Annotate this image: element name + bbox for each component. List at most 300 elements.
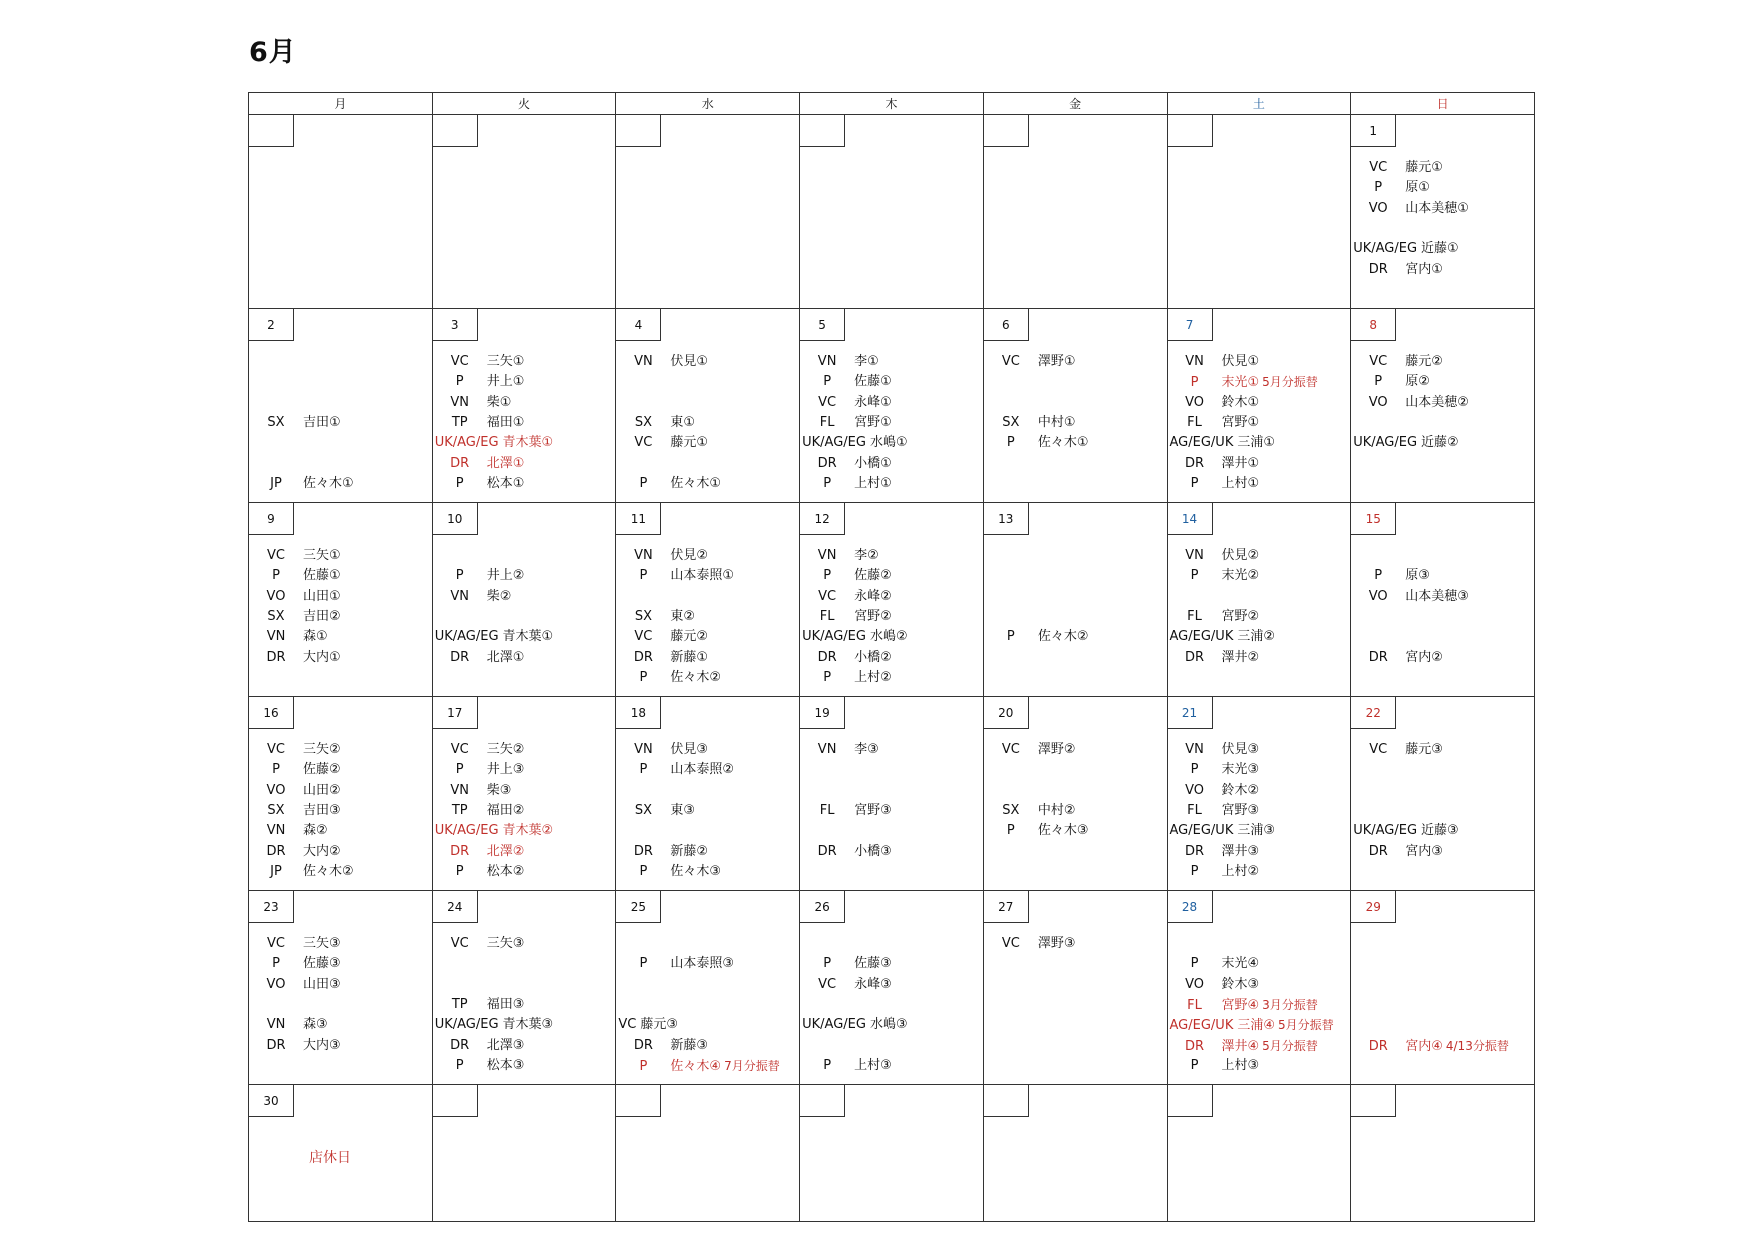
calendar-day-cell[interactable]: [1351, 115, 1535, 309]
instrument-code: VC: [634, 629, 653, 645]
lesson-entry: [1168, 760, 1260, 780]
lesson-entry: [433, 393, 512, 413]
lesson-entry: [249, 842, 341, 862]
instrument-code: FL: [1187, 802, 1202, 818]
instrument-code: UK/AG/EG: [802, 435, 866, 451]
calendar-day-cell[interactable]: [1167, 503, 1351, 697]
instrument-code: FL: [819, 802, 835, 818]
student-name: 小橋③: [854, 843, 892, 859]
calendar-day-cell[interactable]: [616, 309, 800, 503]
instrument-code: UK/AG/EG: [434, 823, 499, 839]
lesson-entry: [1351, 393, 1469, 413]
closed-day-label: 店休日: [309, 1150, 351, 1166]
student-name: 佐々木②: [1037, 629, 1089, 645]
lesson-entry: [1351, 372, 1430, 392]
student-name: 澤井①: [1221, 455, 1260, 471]
lesson-entry: [249, 413, 341, 433]
lesson-entry: [433, 740, 525, 760]
calendar-day-cell[interactable]: [432, 891, 616, 1085]
student-name: 伏見②: [1221, 548, 1260, 563]
student-name: 澤野②: [1037, 742, 1076, 757]
lesson-entry: [1351, 239, 1458, 259]
instrument-code: SX: [634, 414, 652, 430]
day-number: 30: [249, 1085, 294, 1117]
lesson-entry: [249, 566, 341, 586]
calendar-day-cell[interactable]: [432, 503, 616, 697]
lesson-entry: [433, 433, 553, 453]
lesson-entry: [800, 842, 892, 862]
calendar-day-cell[interactable]: [616, 1085, 800, 1222]
calendar-day-cell[interactable]: [249, 891, 433, 1085]
student-name: 大内①: [303, 649, 341, 665]
lesson-entry: [984, 801, 1076, 821]
instrument-code: VO: [1185, 976, 1204, 992]
student-name: 鈴木③: [1221, 976, 1260, 992]
student-name: 山本泰照②: [670, 762, 735, 778]
instrument-code: DR: [633, 1037, 653, 1053]
calendar-day-cell[interactable]: [1167, 115, 1351, 309]
lesson-entry: [616, 668, 721, 688]
calendar-day-cell[interactable]: [249, 503, 433, 697]
instrument-code: DR: [450, 843, 470, 859]
calendar-day-cell[interactable]: [249, 697, 433, 891]
instrument-code: P: [639, 568, 648, 584]
lesson-entry: [800, 413, 892, 433]
lesson-entry: [984, 433, 1089, 453]
instrument-code: VN: [450, 782, 470, 798]
day-number: 7: [1168, 309, 1213, 341]
instrument-code: TP: [451, 802, 468, 818]
calendar-day-cell[interactable]: [249, 1085, 433, 1222]
calendar-day-cell[interactable]: [800, 697, 984, 891]
instrument-code: UK/AG/EG: [802, 1017, 866, 1033]
instrument-code: VN: [450, 394, 470, 410]
lesson-entry: [249, 587, 341, 607]
student-name: 吉田②: [303, 608, 341, 624]
instrument-code: VC: [1001, 742, 1020, 757]
calendar-day-cell[interactable]: [432, 115, 616, 309]
lesson-entry: [433, 801, 525, 821]
instrument-code: P: [1374, 374, 1383, 390]
instrument-code: SX: [267, 414, 285, 430]
instrument-code: DR: [1184, 843, 1205, 859]
day-number: 3: [433, 309, 478, 341]
lesson-entry: [800, 587, 892, 607]
calendar-day-cell[interactable]: [800, 891, 984, 1085]
calendar-day-cell[interactable]: [800, 1085, 984, 1222]
instrument-code: P: [1006, 823, 1015, 839]
instrument-code: P: [639, 669, 648, 685]
instrument-code: FL: [819, 608, 835, 624]
student-name: 森①: [303, 629, 328, 645]
instrument-code: SX: [1002, 414, 1020, 430]
lesson-entry: [249, 934, 341, 954]
lesson-entry: [433, 842, 525, 862]
day-number: 15: [1351, 503, 1396, 535]
student-name: 伏見③: [670, 742, 709, 757]
instrument-code: P: [1190, 863, 1199, 879]
instrument-code: DR: [817, 455, 837, 471]
student-name: 水嶋③: [869, 1017, 908, 1033]
student-name: 佐々木③: [670, 863, 722, 879]
day-number: 27: [984, 891, 1029, 923]
instrument-code: VO: [266, 782, 286, 798]
day-number: 13: [984, 503, 1029, 535]
student-name: 宮内③: [1405, 843, 1443, 859]
instrument-code: UK/AG/EG: [1353, 435, 1418, 451]
lesson-entry: [1351, 352, 1443, 372]
lesson-entry: [1168, 454, 1260, 474]
instrument-code: VN: [450, 588, 470, 604]
calendar-day-cell[interactable]: [1167, 309, 1351, 503]
lesson-entry: [249, 607, 341, 627]
calendar-day-cell[interactable]: [1167, 697, 1351, 891]
calendar-day-cell[interactable]: [983, 309, 1167, 503]
instrument-code: P: [1374, 180, 1383, 196]
lesson-entry: [249, 760, 341, 780]
lesson-entry: [433, 760, 525, 780]
student-name: 山本泰照③: [670, 956, 735, 972]
day-number: [984, 115, 1029, 147]
lesson-entry: [1351, 566, 1430, 586]
instrument-code: VC: [1001, 936, 1020, 951]
lesson-entry: [616, 433, 708, 453]
lesson-entry: [1168, 413, 1260, 433]
calendar-day-cell[interactable]: [983, 1085, 1167, 1222]
calendar-day-cell[interactable]: [1351, 891, 1535, 1085]
calendar-day-cell[interactable]: [983, 115, 1167, 309]
student-name: 山本美穂③: [1405, 588, 1469, 604]
lesson-entry: [249, 1015, 328, 1035]
instrument-code: P: [1374, 568, 1383, 584]
instrument-code: P: [1006, 435, 1015, 451]
lesson-entry: [433, 627, 553, 647]
instrument-code: VO: [1368, 200, 1388, 216]
instrument-code: P: [455, 475, 464, 491]
instrument-code: FL: [1187, 414, 1202, 430]
lesson-entry: [1168, 842, 1260, 862]
instrument-code: P: [272, 762, 280, 778]
day-number: [433, 1085, 478, 1117]
lesson-entry: [800, 668, 892, 688]
student-name: 三矢①: [303, 548, 341, 563]
lesson-entry: [433, 648, 525, 668]
calendar-day-cell[interactable]: [616, 115, 800, 309]
instrument-code: SX: [634, 802, 652, 818]
instrument-code: UK/AG/EG: [1353, 241, 1418, 257]
calendar-day-cell[interactable]: [1167, 1085, 1351, 1222]
calendar-day-cell[interactable]: [249, 115, 433, 309]
student-name: 李①: [854, 354, 879, 369]
student-name: 森②: [303, 823, 328, 839]
instrument-code: P: [1190, 475, 1199, 491]
student-name: 東①: [670, 414, 696, 430]
student-name: 伏見③: [1221, 742, 1260, 757]
lesson-entry: [433, 566, 525, 586]
instrument-code: AG/EG/UK: [1169, 629, 1234, 645]
student-name: 北澤①: [486, 649, 525, 665]
lesson-entry: [1351, 821, 1458, 841]
student-name: 佐々木①: [1037, 435, 1089, 451]
instrument-code: UK/AG/EG: [434, 1017, 499, 1033]
lesson-entry: [984, 740, 1076, 760]
student-name: 三浦④: [1237, 1018, 1275, 1034]
day-number: 22: [1351, 697, 1396, 729]
lesson-entry: [616, 954, 734, 974]
student-name: 宮野②: [1221, 608, 1260, 624]
instrument-code: P: [1190, 375, 1199, 391]
student-name: 水嶋②: [869, 629, 908, 645]
instrument-code: P: [823, 669, 832, 685]
student-name: 三矢③: [486, 936, 525, 951]
student-name: 末光②: [1221, 568, 1260, 584]
day-number: [616, 115, 661, 147]
instrument-code: VC: [818, 588, 837, 604]
lesson-entry: [249, 862, 354, 882]
student-name: 森③: [303, 1017, 328, 1033]
instrument-code: VC: [450, 936, 469, 951]
student-name: 佐藤③: [303, 956, 341, 972]
calendar-day-cell[interactable]: [249, 309, 433, 503]
instrument-code: P: [272, 568, 280, 584]
calendar-day-cell[interactable]: [1351, 503, 1535, 697]
instrument-code: DR: [450, 649, 470, 665]
calendar-day-cell[interactable]: [983, 697, 1167, 891]
instrument-code: VC: [818, 394, 837, 410]
lesson-entry: [249, 474, 354, 494]
instrument-code: DR: [1368, 649, 1388, 665]
lesson-entry: [1168, 995, 1318, 1015]
day-number: 2: [249, 309, 294, 341]
instrument-code: P: [1190, 956, 1199, 972]
student-name: 宮内②: [1405, 649, 1443, 665]
student-name: 宮野②: [854, 608, 892, 624]
calendar-day-cell[interactable]: [983, 503, 1167, 697]
lesson-entry: [249, 801, 341, 821]
student-name: 鈴木②: [1221, 782, 1260, 798]
instrument-code: AG/EG/UK: [1169, 1018, 1234, 1034]
instrument-code: P: [823, 475, 832, 491]
lesson-entry: [249, 975, 341, 995]
student-name: 柴②: [486, 588, 512, 604]
lesson-entry: [1168, 801, 1260, 821]
instrument-code: VN: [634, 548, 653, 563]
student-name: 宮野①: [854, 414, 892, 430]
student-name: 井上①: [486, 374, 525, 390]
student-name: 末光①: [1221, 375, 1260, 391]
calendar-day-cell[interactable]: [432, 309, 616, 503]
lesson-entry: [616, 862, 721, 882]
lesson-entry: [1168, 566, 1260, 586]
lesson-entry: [616, 474, 721, 494]
student-name: 澤野①: [1037, 354, 1076, 369]
instrument-code: VN: [266, 823, 286, 839]
student-name: 新藤③: [670, 1037, 709, 1053]
lesson-entry: [1168, 372, 1318, 392]
student-name: 柴①: [486, 394, 512, 410]
lesson-entry: [433, 1056, 525, 1076]
instrument-code: AG/EG/UK: [1169, 435, 1234, 451]
lesson-entry: [800, 607, 892, 627]
instrument-code: DR: [817, 843, 837, 859]
lesson-entry: [1351, 178, 1430, 198]
lesson-entry: [1351, 433, 1458, 453]
lesson-entry: [433, 781, 512, 801]
student-name: 佐藤②: [854, 568, 892, 584]
student-name: 澤井②: [1221, 649, 1260, 665]
day-number: 14: [1168, 503, 1213, 535]
lesson-entry: [616, 648, 708, 668]
day-number: 10: [433, 503, 478, 535]
instrument-code: DR: [1184, 649, 1205, 665]
lesson-entry: [433, 372, 525, 392]
lesson-entry: [1351, 648, 1443, 668]
weekday-header-saturday: 土: [1167, 93, 1351, 115]
student-name: 青木葉①: [502, 629, 554, 645]
student-name: 宮野④: [1221, 997, 1260, 1013]
student-name: 井上③: [486, 762, 525, 778]
lesson-entry: [433, 587, 512, 607]
instrument-code: VO: [266, 976, 286, 992]
student-name: 上村①: [1221, 475, 1260, 491]
student-name: 佐藤③: [854, 956, 892, 972]
lesson-entry: [433, 995, 525, 1015]
calendar-week-row: [249, 309, 1535, 503]
student-name: 永峰③: [854, 976, 892, 992]
instrument-code: DR: [1368, 843, 1388, 859]
calendar-day-cell[interactable]: [800, 503, 984, 697]
calendar-day-cell[interactable]: [800, 115, 984, 309]
instrument-code: UK/AG/EG: [1353, 823, 1418, 839]
instrument-code: P: [1190, 762, 1199, 778]
student-name: 三矢②: [486, 742, 525, 757]
instrument-code: VO: [1368, 588, 1388, 604]
lesson-entry: [1168, 781, 1260, 801]
lesson-entry: [800, 801, 892, 821]
lesson-entry: [616, 740, 708, 760]
instrument-code: P: [639, 956, 648, 972]
student-name: 佐々木②: [303, 863, 354, 879]
calendar-day-cell[interactable]: [616, 503, 800, 697]
lesson-entry: [800, 454, 892, 474]
lesson-entry: [249, 821, 328, 841]
weekday-header: 水: [616, 93, 800, 115]
student-name: 上村③: [1221, 1057, 1260, 1073]
student-name: 伏見①: [1221, 354, 1260, 369]
instrument-code: VN: [1185, 354, 1204, 369]
lesson-entry: [1168, 546, 1260, 566]
student-name: 山本美穂②: [1405, 394, 1469, 410]
instrument-code: VN: [634, 354, 653, 369]
student-name: 北澤③: [486, 1037, 525, 1053]
instrument-code: P: [455, 374, 464, 390]
day-number: 1: [1351, 115, 1396, 147]
day-number: 12: [800, 503, 845, 535]
lesson-entry: [1168, 352, 1260, 372]
calendar-day-cell[interactable]: [432, 697, 616, 891]
lesson-entry: [616, 566, 734, 586]
lesson-entry: [800, 546, 879, 566]
student-name: 中村①: [1037, 414, 1076, 430]
instrument-code: P: [823, 956, 832, 972]
student-name: 三矢③: [303, 936, 341, 951]
instrument-code: DR: [1184, 455, 1205, 471]
calendar-week-row: [249, 503, 1535, 697]
day-number: [800, 1085, 845, 1117]
instrument-code: DR: [633, 843, 653, 859]
instrument-code: P: [823, 374, 832, 390]
calendar-day-cell[interactable]: [616, 697, 800, 891]
calendar-week-row: [249, 697, 1535, 891]
calendar-day-cell[interactable]: [983, 891, 1167, 1085]
calendar-day-cell[interactable]: [616, 891, 800, 1085]
lesson-entry: [1351, 740, 1443, 760]
calendar-week-row: [249, 115, 1535, 309]
instrument-code: JP: [270, 863, 282, 879]
calendar-day-cell[interactable]: [1167, 891, 1351, 1085]
student-name: 福田①: [486, 414, 525, 430]
lesson-entry: [800, 433, 907, 453]
student-name: 福田②: [486, 802, 525, 818]
student-name: 青木葉②: [502, 823, 554, 839]
student-name: 近藤③: [1421, 823, 1459, 839]
lesson-entry: [616, 352, 708, 372]
instrument-code: DR: [817, 649, 837, 665]
day-number: 5: [800, 309, 845, 341]
instrument-code: DR: [266, 1037, 286, 1053]
student-name: 中村②: [1037, 802, 1076, 818]
student-name: 佐々木③: [1037, 823, 1089, 839]
instrument-code: SX: [267, 608, 285, 624]
student-name: 青木葉①: [502, 435, 554, 451]
instrument-code: DR: [266, 843, 286, 859]
lesson-entry: [800, 393, 892, 413]
lesson-entry: [616, 1036, 708, 1056]
student-name: 三浦②: [1237, 629, 1275, 645]
instrument-code: SX: [634, 608, 652, 624]
lesson-entry: [1351, 587, 1469, 607]
instrument-code: AG/EG/UK: [1169, 823, 1234, 839]
lesson-entry: [800, 352, 879, 372]
day-number: 18: [616, 697, 661, 729]
calendar-day-cell[interactable]: [1351, 697, 1535, 891]
student-name: 佐藤②: [303, 762, 341, 778]
student-name: 宮野①: [1221, 414, 1260, 430]
lesson-entry: [433, 821, 553, 841]
calendar-day-cell[interactable]: [1351, 309, 1535, 503]
student-name: 原③: [1405, 568, 1430, 584]
lesson-entry: [1168, 627, 1275, 647]
calendar-day-cell[interactable]: [432, 1085, 616, 1222]
instrument-code: P: [639, 1058, 648, 1074]
student-name: 吉田③: [303, 802, 341, 818]
student-name: 山田②: [303, 782, 341, 798]
student-name: 上村③: [854, 1057, 892, 1073]
student-name: 小橋②: [854, 649, 892, 665]
student-name: 東③: [670, 802, 696, 818]
day-number: [984, 1085, 1029, 1117]
instrument-code: VC: [1369, 742, 1388, 757]
lesson-entry: [616, 413, 695, 433]
lesson-entry: [984, 821, 1089, 841]
day-number: [616, 1085, 661, 1117]
day-number: 19: [800, 697, 845, 729]
calendar-day-cell[interactable]: [1351, 1085, 1535, 1222]
lesson-entry: [1168, 954, 1260, 974]
day-number: 8: [1351, 309, 1396, 341]
calendar-day-cell[interactable]: [800, 309, 984, 503]
student-name: 佐々木②: [670, 669, 722, 685]
